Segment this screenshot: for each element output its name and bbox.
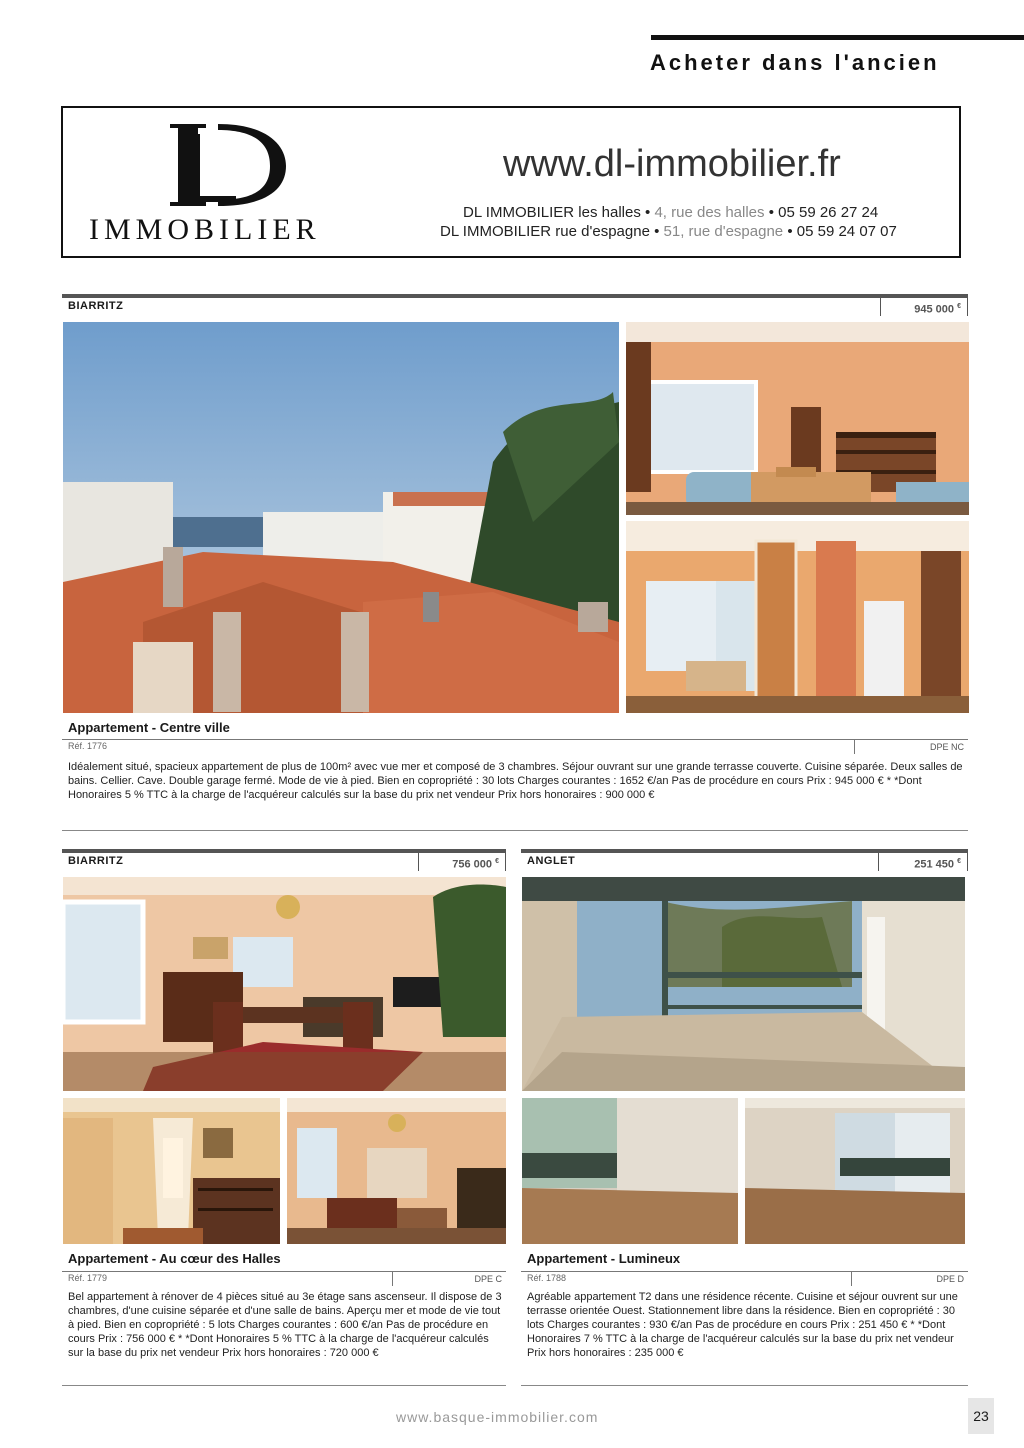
listing-city: BIARRITZ [68, 300, 124, 312]
listing-header [62, 294, 968, 316]
listing-city: BIARRITZ [68, 855, 124, 867]
listing-photo-corridor[interactable] [63, 1098, 280, 1244]
contact-address: 51, rue d'espagne [663, 223, 784, 240]
footer-website-link[interactable]: www.basque-immobilier.com [396, 1409, 599, 1425]
price-currency: € [957, 858, 961, 865]
price-currency: € [957, 303, 961, 310]
page-number: 23 [968, 1398, 994, 1434]
listing-price [878, 853, 968, 871]
price-value: 251 450 [914, 858, 955, 871]
listing-ref: Réf. 1788 [527, 1273, 567, 1283]
listing-photo-hallway[interactable] [626, 521, 969, 713]
listing-description: Bel appartement à rénover de 4 pièces situé au 3e étage sans ascenseur. Il dispose de 3 chambres, d'une cuisine séparée et d'une salle de bains. Aperçu mer et mode de vie tout à pied. Bien en copropriété : 5 lots Charges courantes : 600 €/an Pas de procédure en cours Prix : 756 000 € * *Dont Honoraires 5 % TTC à la charge de l'acquéreur calculés sur la base du prix net vendeur Prix hors honoraires : 720 000 € [68, 1291, 502, 1359]
listing-price [880, 298, 968, 316]
header-rule [651, 35, 1024, 40]
listing-photo-bedroom-window[interactable] [522, 1098, 738, 1244]
listing-separator [62, 1385, 506, 1386]
contact-phone[interactable]: 05 59 24 07 07 [796, 223, 897, 240]
bullet: • [645, 204, 651, 221]
contact-phone[interactable]: 05 59 26 27 24 [778, 204, 879, 221]
contact-line-espagne [440, 223, 897, 240]
price-value: 756 000 [452, 858, 493, 871]
listing-photo-terrace[interactable] [522, 877, 965, 1091]
agency-website-link[interactable]: www.dl-immobilier.fr [503, 143, 841, 185]
ref-divider [854, 740, 855, 754]
listing-header [62, 849, 506, 871]
price-value: 945 000 [914, 303, 955, 316]
listing-ref: Réf. 1779 [68, 1273, 108, 1283]
listing-title: Appartement - Lumineux [527, 1251, 681, 1266]
listing-header [521, 849, 968, 871]
contact-name: DL IMMOBILIER rue d'espagne [440, 223, 650, 240]
section-title: Acheter dans l'ancien [650, 50, 940, 75]
ref-divider [851, 1272, 852, 1286]
listing-ref-line [521, 1271, 968, 1286]
ref-divider [392, 1272, 393, 1286]
listing-ref-line [62, 1271, 506, 1286]
listing-photo-living-room[interactable] [626, 322, 969, 515]
listing-photo-salon[interactable] [287, 1098, 506, 1244]
contact-name: DL IMMOBILIER les halles [463, 204, 641, 221]
dl-logo-icon [158, 116, 328, 216]
listing-separator [62, 830, 968, 831]
listing-description: Agréable appartement T2 dans une résidence récente. Cuisine et séjour ouvrent sur une terrasse orientée Ouest. Stationnement libre dans la résidence. Bien en copropriété : 30 lots Charges courantes : 930 €/an Pas de procédure en cours Prix : 251 450 € * *Dont Honoraires 7 % TTC à la charge de l'acquéreur calculés sur la base du prix net vendeur Prix hors honoraires : 235 000 € [527, 1291, 958, 1359]
listing-city: ANGLET [527, 855, 576, 867]
listing-description: Idéalement situé, spacieux appartement de plus de 100m² avec vue mer et composé de 3 chambres. Séjour ouvrant sur une grande terrasse couverte. Cuisine séparée. Deux salles de bains. Cellier. Cave. Double garage fermé. Mode de vie à pied. Bien en copropriété : 30 lots Charges courantes : 1652 €/an Pas de procédure en cours Prix : 945 000 € * *Dont Honoraires 5 % TTC à la charge de l'acquéreur calculés sur la base du prix net vendeur Prix hors honoraires : 900 000 € [68, 761, 963, 801]
listing-dpe: DPE D [936, 1274, 964, 1284]
bullet: • [654, 223, 660, 240]
contact-line-halles [463, 204, 878, 221]
listing-ref: Réf. 1776 [68, 741, 108, 751]
logo-text: IMMOBILIER [89, 213, 321, 246]
listing-photo-bedroom[interactable] [745, 1098, 965, 1244]
listing-dpe: DPE C [474, 1274, 502, 1284]
bullet: • [787, 223, 793, 240]
listing-dpe: DPE NC [929, 742, 964, 752]
listing-title: Appartement - Au cœur des Halles [68, 1251, 281, 1266]
listing-ref-line [62, 739, 968, 754]
listing-title: Appartement - Centre ville [68, 720, 230, 735]
listing-photo-rooftops[interactable] [63, 322, 619, 713]
agency-banner [61, 106, 961, 258]
bullet: • [768, 204, 774, 221]
contact-address: 4, rue des halles [654, 204, 765, 221]
listing-separator [521, 1385, 968, 1386]
listing-price [418, 853, 506, 871]
listing-photo-dining-room[interactable] [63, 877, 506, 1091]
price-currency: € [495, 858, 499, 865]
